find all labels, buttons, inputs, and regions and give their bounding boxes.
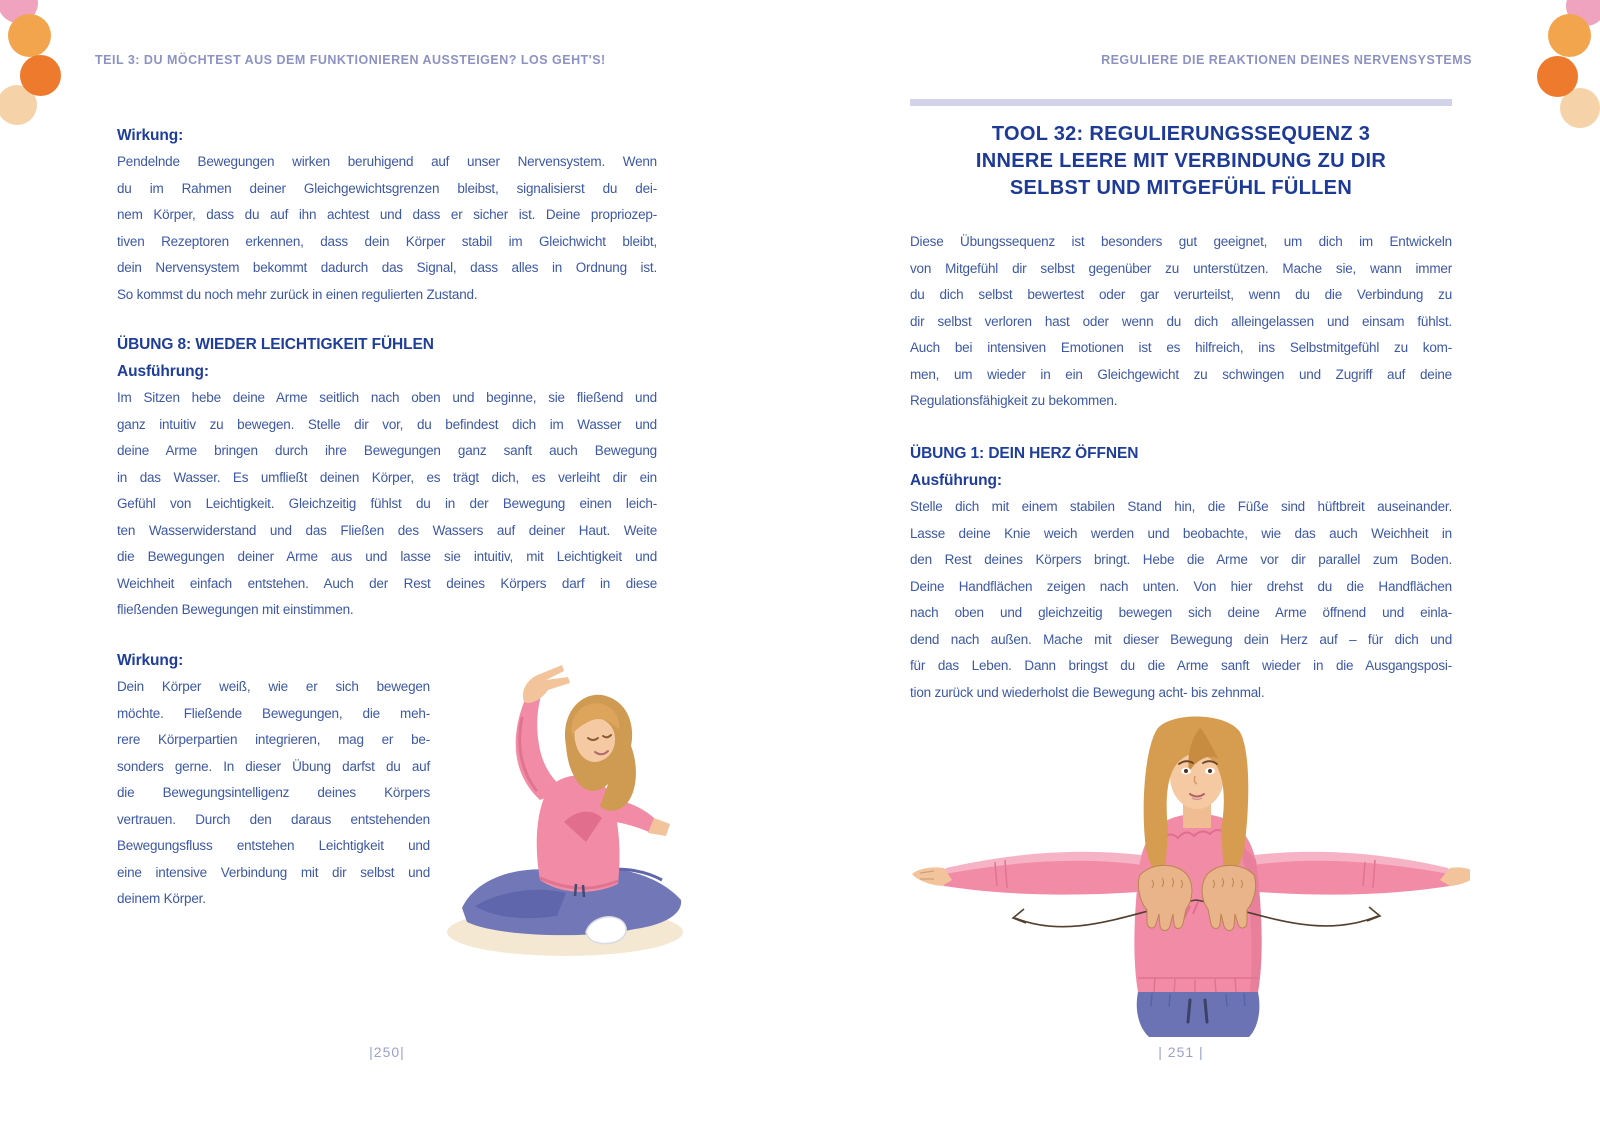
section-heading-uebung-1: ÜBUNG 1: DEIN HERZ ÖFFNEN xyxy=(910,445,1139,462)
section-heading-wirkung-2: Wirkung: xyxy=(117,652,184,669)
section-heading-ausfuehrung: Ausführung: xyxy=(117,363,209,380)
running-head-right: REGULIERE DIE REAKTIONEN DEINES NERVENSYSTEMS xyxy=(1101,53,1472,67)
paragraph-intro: Diese Übungssequenz ist besonders gut geeignet, um dich im Entwickeln von Mitgefühl dir selbst gegenüber zu unterstützen. Mache sie, wann immer du dich selbst bewertest oder gar verurteilst, wenn du die Verbindung zu dir selbst verloren hast oder wenn du dich alleingelassen und einsam fühlst. Auch bei intensiven Emotionen ist es hilfreich, ins Selbstmitgefühl zu kom- men, um wieder in ein Gleichgewicht zu schwingen und Zugriff auf deine Regulationsfähigkeit zu bekommen. xyxy=(910,234,1452,408)
corner-circle-orange-light xyxy=(8,14,51,57)
section-heading-ausfuehrung-right: Ausführung: xyxy=(910,472,1002,489)
title-divider-bar xyxy=(910,99,1452,106)
page-number-left: |250| xyxy=(369,1044,405,1060)
tool-title: TOOL 32: REGULIERUNGSSEQUENZ 3 INNERE LEERE MIT VERBINDUNG ZU DIR SELBST UND MITGEFÜHL FÜLLEN xyxy=(975,123,1387,199)
corner-circle-orange-light xyxy=(1548,14,1591,57)
section-heading-uebung-8: ÜBUNG 8: WIEDER LEICHTIGKEIT FÜHLEN xyxy=(117,336,434,353)
corner-circle-orange-dark xyxy=(1537,56,1578,97)
paragraph-uebung-1: Stelle dich mit einem stabilen Stand hin, die Füße sind hüftbreit auseinander. Lasse deine Knie weich werden und beobachte, wie das auch Weichheit in den Rest deines Körpers bringt. Hebe die Arme vor dir parallel zum Boden. Deine Handflächen zeigen nach unten. Von hier drehst du die Handflächen nach oben und gleichzeitig bewegen sich deine Arme öffnend und einla- dend nach außen. Mache mit dieser Bewegung dein Herz auf – für dich und für das Leben. Dann bringst du die Arme sanft wieder in die Ausgangsposi- tion zurück und wiederholst die Bewegung acht- bis zehnmal. xyxy=(910,499,1452,700)
section-heading-wirkung: Wirkung: xyxy=(117,127,184,144)
running-head-left: TEIL 3: DU MÖCHTEST AUS DEM FUNKTIONIEREN AUSSTEIGEN? LOS GEHT'S! xyxy=(95,53,606,67)
seated-woman-illustration xyxy=(440,650,700,960)
standing-woman-illustration xyxy=(900,710,1470,1040)
paragraph-wirkung-2: Dein Körper weiß, wie er sich bewegen möchte. Fließende Bewegungen, die meh- rere Körperpartien integrieren, mag er be- sonders gerne. In dieser Übung darfst du auf die Bewegungsintelligenz deines Körpers vertrauen. Durch den daraus entstehenden Bewegungsfluss entstehen Leichtigkeit und eine intensive Verbindung mit dir selbst und deinem Körper. xyxy=(117,679,430,906)
paragraph-uebung-8: Im Sitzen hebe deine Arme seitlich nach oben und beginne, sie fließend und ganz intuitiv zu bewegen. Stelle dir vor, du befindest dich im Wasser und deine Arme bringen durch ihre Bewegungen ganz sanft auch Bewegung in das Wasser. Es umfließt deinen Körper, es trägt dich, es verleiht dir ein Gefühl von Leichtigkeit. Gleichzeitig fühlst du in der Bewegung einen leich- ten Wasserwiderstand und das Fließen des Wassers auf deiner Haut. Weite die Bewegungen deiner Arme aus und lasse sie intuitiv, mit Leichtigkeit und Weichheit einfach entstehen. Auch der Rest deines Körpers darf in diese fließenden Bewegungen mit einstimmen. xyxy=(117,390,657,617)
paragraph-wirkung-1: Pendelnde Bewegungen wirken beruhigend auf unser Nervensystem. Wenn du im Rahmen deiner Gleichgewichtsgrenzen bleibst, signalisierst du dei- nem Körper, dass du auf ihn achtest und dass er sicher ist. Deine propriozep- tiven Rezeptoren erkennen, dass dein Körper stabil im Gleichwicht bleibt, dein Nervensystem bekommt dadurch das Signal, dass alles in Ordnung ist. So kommst du noch mehr zurück in einen regulierten Zustand. xyxy=(117,154,657,302)
corner-circle-orange-dark xyxy=(20,55,61,96)
page-number-right: | 251 | xyxy=(1158,1044,1204,1060)
